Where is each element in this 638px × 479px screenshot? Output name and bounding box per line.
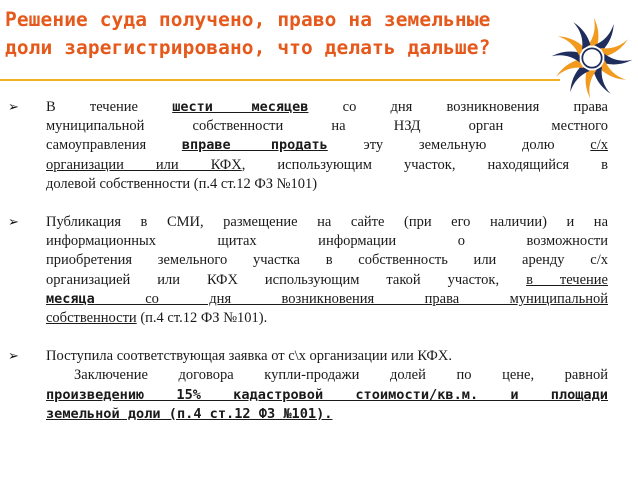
text: , использующим участок, находящийся в bbox=[241, 156, 609, 173]
text: В течение bbox=[46, 99, 173, 115]
arrow-bullet-icon: ➢ bbox=[8, 349, 19, 365]
underlined-text: в течение bbox=[526, 271, 608, 288]
text: эту земельную долю bbox=[327, 137, 591, 154]
list-item bbox=[8, 98, 608, 194]
text-line bbox=[46, 136, 608, 155]
underlined-text: со дня возникновения права муниципальной bbox=[94, 290, 608, 307]
underlined-text: с/х bbox=[590, 137, 609, 154]
text-line bbox=[46, 271, 608, 290]
list-item bbox=[8, 347, 608, 424]
emphasis-text: вправе продать bbox=[181, 137, 328, 154]
text-line: Публикация в СМИ, размещение на сайте (при его наличии) и на bbox=[46, 214, 608, 231]
text-line bbox=[46, 98, 608, 117]
text: (п.4 ст.12 ФЗ №101). bbox=[136, 310, 268, 327]
text: самоуправления bbox=[46, 137, 182, 154]
list-item bbox=[8, 213, 608, 328]
underlined-text: организации или КФХ bbox=[46, 156, 242, 173]
sun-logo-icon bbox=[548, 14, 636, 102]
emphasis-text: шести месяцев bbox=[172, 99, 309, 115]
emphasis-text: месяца bbox=[46, 290, 95, 307]
text-line bbox=[46, 290, 608, 309]
slide-body bbox=[8, 98, 608, 443]
title-line-1: Решение суда получено, право на земельные bbox=[5, 8, 491, 31]
emphasis-text: произведению 15% кадастровой стоимости/кв.м. и площади bbox=[46, 386, 608, 403]
text-line: муниципальной собственности на НЗД орган местного bbox=[46, 118, 608, 135]
text-line: Поступила соответствующая заявка от с\х организации или КФХ. bbox=[46, 348, 452, 365]
text: со дня возникновения права bbox=[308, 99, 608, 115]
text-line bbox=[46, 156, 608, 175]
title-bar bbox=[0, 0, 638, 96]
title-underline bbox=[0, 79, 560, 81]
text-line: долевой собственности (п.4 ст.12 ФЗ №101) bbox=[46, 175, 318, 192]
text: организацией или КФХ использующим такой участок, bbox=[46, 271, 527, 288]
emphasis-text: земельной доли (п.4 ст.12 ФЗ №101). bbox=[46, 405, 333, 422]
text-line bbox=[46, 309, 608, 328]
title-line-2: доли зарегистрировано, что делать дальше? bbox=[5, 36, 491, 59]
underlined-text: собственности bbox=[46, 310, 137, 327]
arrow-bullet-icon: ➢ bbox=[8, 215, 19, 231]
arrow-bullet-icon: ➢ bbox=[8, 100, 19, 115]
slide-title bbox=[5, 6, 550, 62]
text-line: Заключение договора купли-продажи долей по цене, равной bbox=[74, 367, 608, 384]
text-line: приобретения земельного участка в собственность или аренду с/х bbox=[46, 252, 608, 269]
text-line: информационных щитах информации о возможности bbox=[46, 233, 608, 250]
